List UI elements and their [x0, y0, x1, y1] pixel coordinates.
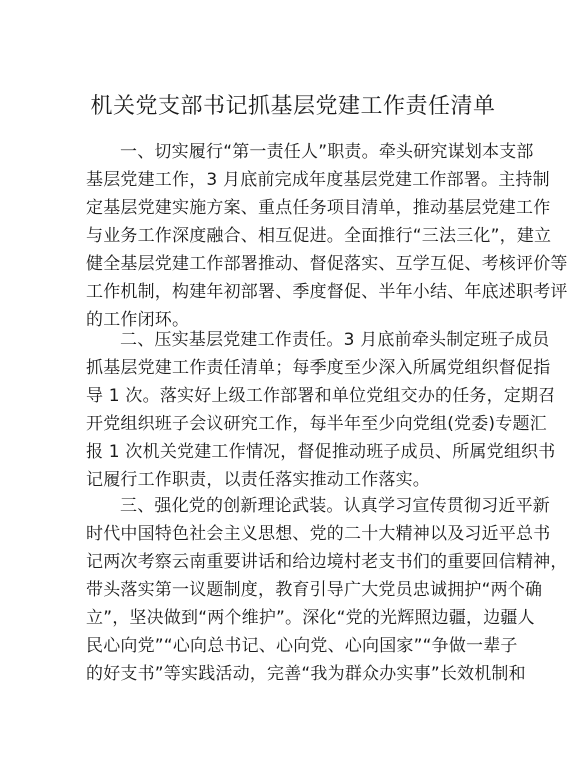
paragraph-line: 时代中国特色社会主义思想、党的二十大精神以及习近平总书	[86, 524, 551, 544]
paragraph-line: 健全基层党建工作部署推动、督促落实、互学互促、考核评价等	[86, 254, 568, 274]
paragraph-line: 一、切实履行“第一责任人”职责。牵头研究谋划本支部	[120, 142, 534, 162]
paragraph-line: 开党组织班子会议研究工作，每半年至少向党组(党委)专题汇	[86, 414, 547, 434]
paragraph-line: 记履行工作职责，以责任落实推动工作落实。	[86, 470, 430, 490]
paragraph-line: 的工作闭环。	[86, 310, 190, 330]
paragraph-line: 的好支书”等实践活动，完善“我为群众办实事”长效机制和	[86, 664, 526, 684]
paragraph-line: 导 1 次。落实好上级工作部署和单位党组交办的任务，定期召	[86, 386, 556, 406]
paragraph-line: 立”，坚决做到“两个维护”。深化“党的光辉照边疆，边疆人	[86, 608, 535, 628]
paragraph-line: 与业务工作深度融合、相互促进。全面推行“三法三化”，建立	[86, 226, 552, 246]
paragraph-3	[86, 492, 568, 688]
paragraph-line: 带头落实第一议题制度，教育引导广大党员忠诚拥护“两个确	[86, 580, 543, 600]
paragraph-line: 抓基层党建工作责任清单；每季度至少深入所属党组织督促指	[86, 358, 551, 378]
paragraph-line: 报 1 次机关党建工作情况，督促推动班子成员、所属党组织书	[86, 442, 556, 462]
document-title: 机关党支部书记抓基层党建工作责任清单	[90, 94, 496, 119]
paragraph-line: 记两次考察云南重要讲话和给边境村老支书们的重要回信精神，	[86, 552, 568, 572]
paragraph-line: 二、压实基层党建工作责任。3 月底前牵头制定班子成员	[120, 330, 550, 350]
paragraph-line: 民心向党”“心向总书记、心向党、心向国家”“争做一辈子	[86, 636, 518, 656]
paragraph-line: 三、强化党的创新理论武装。认真学习宣传贯彻习近平新	[120, 496, 550, 516]
paragraph-line: 基层党建工作，3 月底前完成年度基层党建工作部署。主持制	[86, 170, 550, 190]
paragraph-line: 工作机制，构建年初部署、季度督促、半年小结、年底述职考评	[86, 282, 568, 302]
paragraph-line: 定基层党建实施方案、重点任务项目清单，推动基层党建工作	[86, 198, 551, 218]
paragraph-2	[86, 326, 556, 494]
paragraph-1	[86, 138, 568, 334]
